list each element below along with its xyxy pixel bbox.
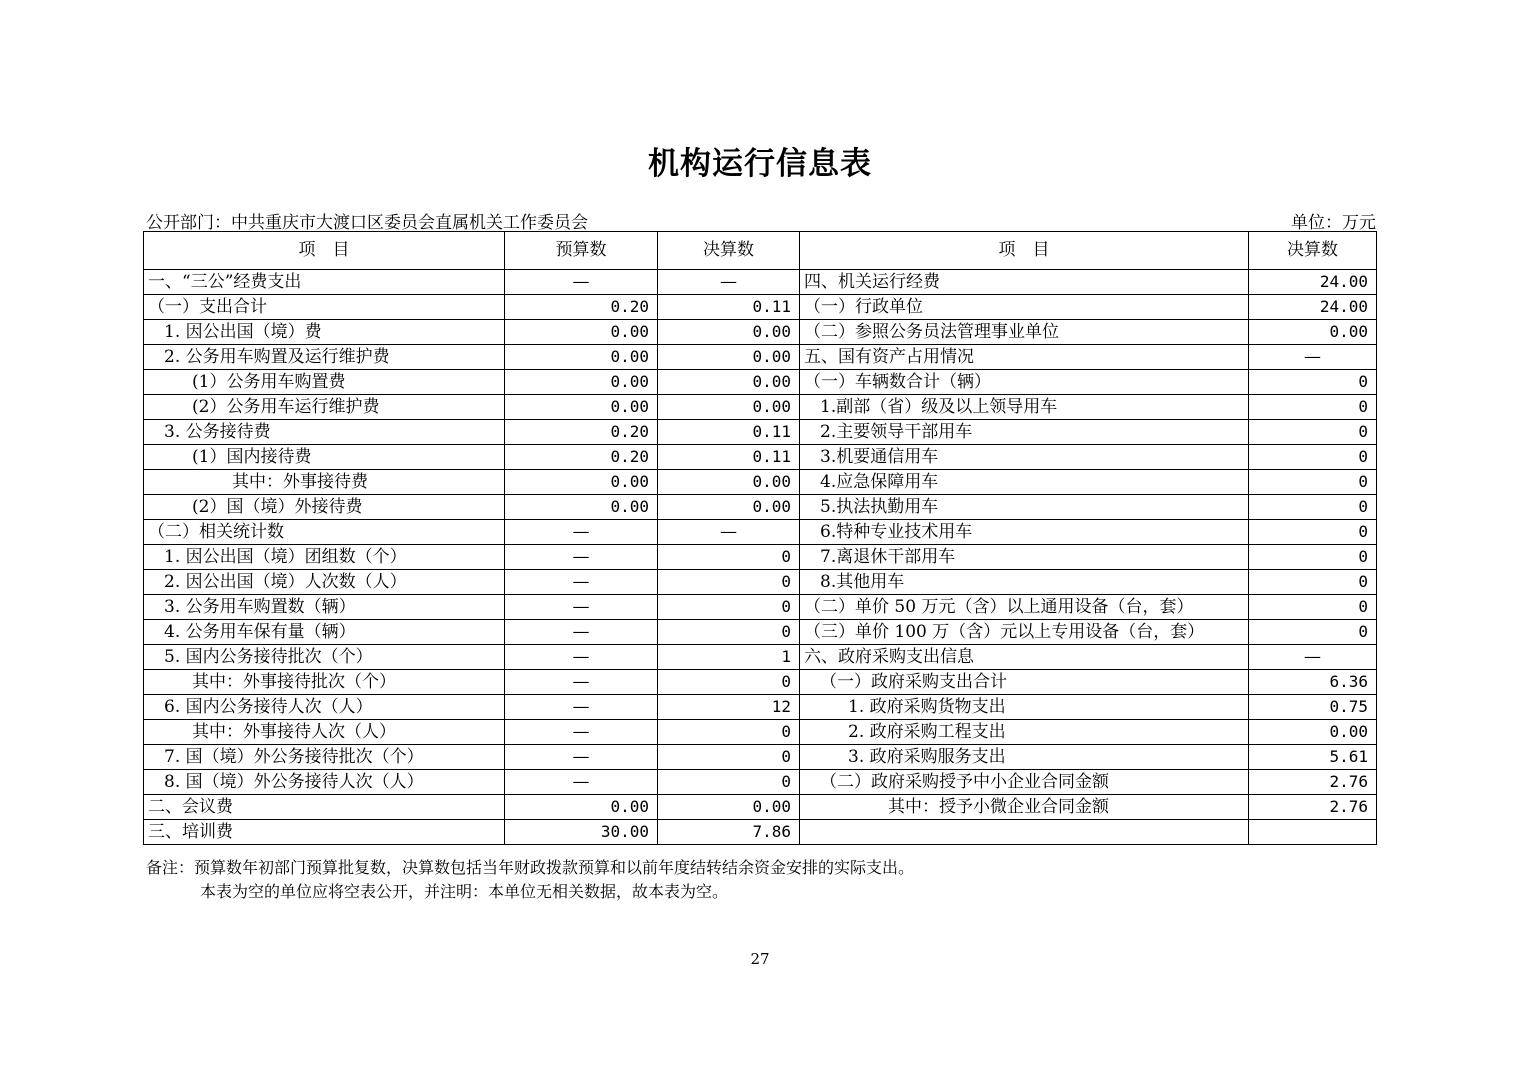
final-value-left: 0	[658, 595, 800, 620]
final-value-left: 0	[658, 745, 800, 770]
table-row	[144, 320, 1377, 345]
budget-value: —	[505, 670, 658, 695]
right-item-label: （二）政府采购授予中小企业合同金额	[800, 770, 1249, 795]
note-line-2: 本表为空的单位应将空表公开，并注明：本单位无相关数据，故本表为空。	[200, 882, 729, 901]
final-value-left: 7.86	[658, 820, 800, 845]
header-item-right: 项 目	[800, 232, 1249, 270]
department-label: 公开部门：中共重庆市大渡口区委员会直属机关工作委员会	[146, 213, 588, 233]
final-value-left: 0	[658, 570, 800, 595]
left-item-label: (2）国（境）外接待费	[144, 495, 505, 520]
budget-value: —	[505, 695, 658, 720]
budget-value: 0.00	[505, 795, 658, 820]
final-value-right: 0	[1249, 495, 1377, 520]
header-item-left: 项 目	[144, 232, 505, 270]
left-item-label: 3. 公务接待费	[144, 420, 505, 445]
final-value-right: 5.61	[1249, 745, 1377, 770]
final-value-right: 0.00	[1249, 320, 1377, 345]
page-title: 机构运行信息表	[648, 146, 872, 182]
budget-value: 0.00	[505, 370, 658, 395]
info-table	[143, 231, 1377, 845]
right-item-label: 五、国有资产占用情况	[800, 345, 1249, 370]
right-item-label: 1.副部（省）级及以上领导用车	[800, 395, 1249, 420]
table-row	[144, 545, 1377, 570]
table-header-row	[144, 232, 1377, 270]
final-value-left: 12	[658, 695, 800, 720]
table-row	[144, 720, 1377, 745]
left-item-label: 二、会议费	[144, 795, 505, 820]
table-row	[144, 495, 1377, 520]
right-item-label	[800, 820, 1249, 845]
table-row	[144, 570, 1377, 595]
right-item-label: 2.主要领导干部用车	[800, 420, 1249, 445]
header-final-right: 决算数	[1249, 232, 1377, 270]
final-value-right: 6.36	[1249, 670, 1377, 695]
final-value-left: 0.00	[658, 370, 800, 395]
page-number: 27	[750, 950, 770, 968]
left-item-label: 一、“三公”经费支出	[144, 270, 505, 295]
table-row	[144, 745, 1377, 770]
right-item-label: 8.其他用车	[800, 570, 1249, 595]
budget-value: —	[505, 645, 658, 670]
right-item-label: 3. 政府采购服务支出	[800, 745, 1249, 770]
right-item-label: （三）单价 100 万（含）元以上专用设备（台，套）	[800, 620, 1249, 645]
final-value-left: —	[658, 270, 800, 295]
right-item-label: （一）政府采购支出合计	[800, 670, 1249, 695]
budget-value: —	[505, 745, 658, 770]
right-item-label: 其中：授予小微企业合同金额	[800, 795, 1249, 820]
budget-value: —	[505, 570, 658, 595]
table-row	[144, 820, 1377, 845]
table-row	[144, 670, 1377, 695]
left-item-label: 5. 国内公务接待批次（个）	[144, 645, 505, 670]
table-row	[144, 295, 1377, 320]
final-value-left: 0.00	[658, 795, 800, 820]
left-item-label: 3. 公务用车购置数（辆）	[144, 595, 505, 620]
right-item-label: 六、政府采购支出信息	[800, 645, 1249, 670]
right-item-label: （二）参照公务员法管理事业单位	[800, 320, 1249, 345]
final-value-left: 0.00	[658, 345, 800, 370]
right-item-label: 4.应急保障用车	[800, 470, 1249, 495]
right-item-label: 3.机要通信用车	[800, 445, 1249, 470]
table-row	[144, 695, 1377, 720]
final-value-left: 0.00	[658, 495, 800, 520]
left-item-label: 2. 公务用车购置及运行维护费	[144, 345, 505, 370]
table-row	[144, 795, 1377, 820]
budget-value: —	[505, 520, 658, 545]
final-value-right: —	[1249, 345, 1377, 370]
left-item-label: 其中：外事接待批次（个）	[144, 670, 505, 695]
final-value-left: 0.11	[658, 420, 800, 445]
budget-value: —	[505, 270, 658, 295]
final-value-right: 0	[1249, 445, 1377, 470]
final-value-left: 0.00	[658, 320, 800, 345]
table-row	[144, 595, 1377, 620]
final-value-left: 0.00	[658, 470, 800, 495]
budget-value: 0.20	[505, 445, 658, 470]
table-row	[144, 645, 1377, 670]
right-item-label: 5.执法执勤用车	[800, 495, 1249, 520]
left-item-label: 2. 因公出国（境）人次数（人）	[144, 570, 505, 595]
left-item-label: 1. 因公出国（境）团组数（个）	[144, 545, 505, 570]
right-item-label: （二）单价 50 万元（含）以上通用设备（台，套）	[800, 595, 1249, 620]
budget-value: 30.00	[505, 820, 658, 845]
right-item-label: 2. 政府采购工程支出	[800, 720, 1249, 745]
header-final-left: 决算数	[658, 232, 800, 270]
table-row	[144, 420, 1377, 445]
final-value-left: 0	[658, 670, 800, 695]
final-value-right: 0	[1249, 395, 1377, 420]
header-budget: 预算数	[505, 232, 658, 270]
budget-value: 0.00	[505, 470, 658, 495]
table-row	[144, 370, 1377, 395]
budget-value: —	[505, 595, 658, 620]
final-value-right: 24.00	[1249, 270, 1377, 295]
right-item-label: （一）车辆数合计（辆）	[800, 370, 1249, 395]
final-value-left: 0	[658, 620, 800, 645]
budget-value: 0.00	[505, 495, 658, 520]
table-row	[144, 445, 1377, 470]
left-item-label: (2）公务用车运行维护费	[144, 395, 505, 420]
final-value-right: 0	[1249, 595, 1377, 620]
final-value-right: —	[1249, 645, 1377, 670]
table-row	[144, 470, 1377, 495]
table-row	[144, 620, 1377, 645]
final-value-right: 0.00	[1249, 720, 1377, 745]
budget-value: —	[505, 620, 658, 645]
final-value-right: 0	[1249, 520, 1377, 545]
final-value-right: 0	[1249, 620, 1377, 645]
budget-value: 0.20	[505, 420, 658, 445]
budget-value: 0.00	[505, 395, 658, 420]
final-value-right: 0.75	[1249, 695, 1377, 720]
final-value-right: 0	[1249, 420, 1377, 445]
left-item-label: (1）公务用车购置费	[144, 370, 505, 395]
left-item-label: 其中：外事接待费	[144, 470, 505, 495]
left-item-label: 1. 因公出国（境）费	[144, 320, 505, 345]
unit-label: 单位：万元	[1291, 213, 1376, 233]
left-item-label: 8. 国（境）外公务接待人次（人）	[144, 770, 505, 795]
budget-value: —	[505, 770, 658, 795]
right-item-label: （一）行政单位	[800, 295, 1249, 320]
budget-value: 0.00	[505, 320, 658, 345]
final-value-left: 0.11	[658, 445, 800, 470]
final-value-right: 0	[1249, 570, 1377, 595]
table-row	[144, 520, 1377, 545]
budget-value: 0.20	[505, 295, 658, 320]
left-item-label: 三、培训费	[144, 820, 505, 845]
left-item-label: 6. 国内公务接待人次（人）	[144, 695, 505, 720]
final-value-right: 24.00	[1249, 295, 1377, 320]
final-value-right: 0	[1249, 545, 1377, 570]
left-item-label: 4. 公务用车保有量（辆）	[144, 620, 505, 645]
final-value-left: 0	[658, 545, 800, 570]
final-value-left: 0	[658, 720, 800, 745]
right-item-label: 四、机关运行经费	[800, 270, 1249, 295]
table-row	[144, 270, 1377, 295]
table-row	[144, 770, 1377, 795]
left-item-label: 7. 国（境）外公务接待批次（个）	[144, 745, 505, 770]
final-value-left: 0	[658, 770, 800, 795]
final-value-right	[1249, 820, 1377, 845]
left-item-label: 其中：外事接待人次（人）	[144, 720, 505, 745]
right-item-label: 1. 政府采购货物支出	[800, 695, 1249, 720]
table-row	[144, 395, 1377, 420]
final-value-left: 0.00	[658, 395, 800, 420]
left-item-label: （一）支出合计	[144, 295, 505, 320]
final-value-left: 0.11	[658, 295, 800, 320]
final-value-left: —	[658, 520, 800, 545]
final-value-right: 2.76	[1249, 770, 1377, 795]
left-item-label: （二）相关统计数	[144, 520, 505, 545]
left-item-label: (1）国内接待费	[144, 445, 505, 470]
budget-value: —	[505, 720, 658, 745]
right-item-label: 6.特种专业技术用车	[800, 520, 1249, 545]
table-body	[144, 270, 1377, 845]
right-item-label: 7.离退休干部用车	[800, 545, 1249, 570]
budget-value: 0.00	[505, 345, 658, 370]
final-value-right: 0	[1249, 470, 1377, 495]
budget-value: —	[505, 545, 658, 570]
final-value-left: 1	[658, 645, 800, 670]
note-line-1: 备注：预算数年初部门预算批复数，决算数包括当年财政拨款预算和以前年度结转结余资金安排的实际支出。	[146, 858, 915, 877]
final-value-right: 2.76	[1249, 795, 1377, 820]
table-row	[144, 345, 1377, 370]
final-value-right: 0	[1249, 370, 1377, 395]
